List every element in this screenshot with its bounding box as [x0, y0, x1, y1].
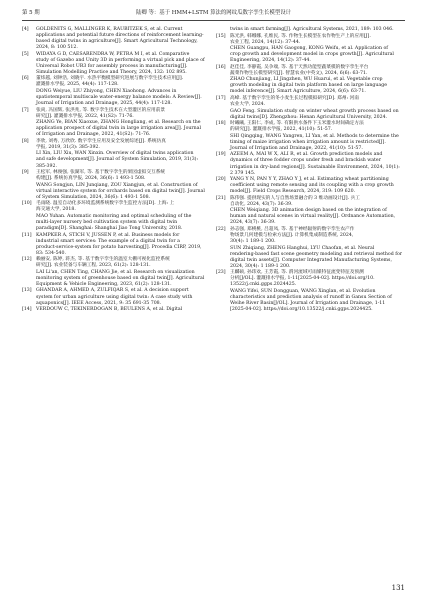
reference-text-line: product-service-system for potato harvesting[J]. Procedia CIRP, 2019, — [36, 244, 202, 250]
reference-text-line: 时曦曦, 王阳仁, 李成, 等. 有限供水条件下玉米灌水时间确定方法 — [230, 121, 364, 127]
reference-text-line: KAMPKER A, STICH V, JUSSEN P, et al. Business models for — [36, 232, 180, 238]
reference-text-line: 陈光洪, 韩娜娜, 孔维民, 等. 作物生长模型在农作物生产上的应用[J]. — [230, 33, 371, 39]
reference-entry — [216, 152, 406, 176]
references-left-column — [22, 27, 212, 314]
reference-text-line: WIDAYA G D, CAESARENDRA W, PETRA M I, et al. Comparative — [36, 51, 190, 57]
reference-number: [22] — [216, 227, 226, 232]
reference-entry — [22, 183, 212, 201]
reference-entry — [22, 120, 212, 138]
reference-text-line: 2024, 8: 100 512. — [36, 45, 78, 51]
reference-number: [21] — [216, 195, 226, 201]
reference-text-line: 2 379 145. — [230, 170, 256, 176]
reference-text-line: Journal of Irrigation and Drainage, 2022, 41(10): 51-57. — [230, 145, 363, 151]
reference-entry — [22, 233, 212, 257]
reference-number: [8] — [22, 138, 29, 144]
reference-text-line: 学报, 2019, 31(3): 385-392. — [36, 144, 100, 150]
reference-entry — [216, 77, 406, 95]
reference-entry — [22, 257, 212, 269]
reference-text-line: 农业工程, 2024, 14(12): 37-44. — [230, 39, 301, 45]
reference-number: [16] — [216, 64, 226, 70]
reference-text-line: digital twins[D]. Zhengzhou: Henan Agricultural University, 2024. — [230, 114, 388, 120]
reference-text-line: 2024, 43(7): 36-39. — [230, 220, 276, 226]
reference-text-line: ZHANG Ye, BIAN Xiaoxue, ZHANG Hongliang, et al. Research on the — [36, 120, 201, 126]
reference-text-line: CHEN Guangpu, HAN Gaogong, KONG Weifu, et al. Application of — [230, 46, 389, 52]
reference-text-line: 高峰. 基于数字孪生的冬小麦生长过程模拟研究[D]. 郑州: 河南 — [230, 96, 359, 102]
reference-text-line: GHANDAR A, AHMED A, ZULFIQAR S, et al. A decision support — [36, 288, 189, 294]
reference-text-line: 385-392. — [36, 163, 57, 169]
reference-number: [15] — [216, 33, 226, 39]
reference-text-line: 孙志强, 郑桃桃, 吕超凤, 等. 基于神经辐射的数字孪生农产作 — [230, 227, 355, 232]
reference-text-line: 陈伟强. 提供现实的人与自然场景融合的 3 维动画设计[J]. 兵工 — [230, 195, 360, 201]
reference-text-line: 王松军, 林俊强, 张湖军, 等. 基于数字孪生的果园虚拟交互系统 — [36, 170, 166, 176]
reference-text-line: irrigation in dry-land regions[J]. Sustainable Environment, 2024, 10(1): — [230, 164, 400, 170]
reference-text-line: CHEN Weiqiang. 3D animation design based on the integration of — [230, 208, 387, 214]
reference-text-line: 物场景几何建模与检索方法[J]. 计算机集成制造系统, 2024, — [230, 233, 354, 239]
reference-entry — [216, 46, 406, 64]
reference-text-line: industrial smart services: The example of a digital twin for a — [36, 238, 180, 244]
reference-entry — [22, 270, 212, 288]
reference-text-line: of Irrigation and Drainage, 2022, 41(S2): 71-76. — [36, 132, 151, 138]
reference-number: [7] — [22, 107, 29, 113]
reference-entry — [216, 96, 406, 108]
reference-text-line: SHI Qingqing, WANG Yangren, LI Yan, et al. Methods to determine the — [230, 133, 399, 139]
reference-text-line: characteristics and prediction analysis of runoff in Gansu Section of — [230, 295, 392, 301]
reference-text-line: aquaponics[J]. IEEE Access, 2021, 9: 35 691-35 708. — [36, 300, 162, 306]
reference-number: [6] — [22, 76, 29, 82]
reference-text-line: 蔬菜作物生长模型研究[J]. 智慧农业(中英文), 2024, 6(6): 63-71. — [230, 70, 368, 76]
reference-text-line: system for urban agriculture using digital twin: A case study with — [36, 294, 193, 300]
reference-text-line: 的研究[J]. 灌溉排水学报, 2022, 41(10): 51-57. — [230, 127, 333, 133]
reference-entry — [216, 27, 406, 33]
reference-text-line: 董炜越, 刘钟浩, 刘晓宇. 水热平衡模型研究进展与数字孪生技术应用[J]. — [36, 76, 184, 82]
reference-text-line: WANG Yifei, SUN Dongguan, WANG Xinglan, et al. Evolution — [230, 288, 376, 294]
reference-text-line: paradigm[D]. Shanghai: Shanghai Jiao Tong University, 2018. — [36, 226, 183, 231]
reference-text-line: MAO Yuhan. Automatic monitoring and optimal scheduling of the — [36, 213, 192, 219]
reference-entry — [22, 76, 212, 88]
reference-text-line: of System Simulation, 2024, 36(6): 1 493-1 508. — [36, 194, 151, 200]
reference-text-line: 研究[J]. 农业装备与车辆工程, 2023, 61(2): 128-131. — [36, 263, 151, 269]
reference-text-line: and safe development[J]. Journal of System Simulation, 2019, 31(3): — [36, 157, 199, 163]
reference-entry — [22, 27, 212, 51]
page-number: 131 — [391, 584, 405, 592]
reference-text-line: YANG Y N, PAN Y Y, ZHAO Y J, et al. Estimating wheat partitioning — [230, 177, 389, 183]
reference-text-line: 王麟硕, 孙玮欢, 王芳霞, 等. 渭河流域可雨媒特征流变特征及预测 — [230, 270, 364, 276]
reference-text-line: 13522/j.cnki.ggps.2024425. — [230, 282, 297, 288]
reference-entry — [216, 227, 406, 245]
reference-text-line: 自动化, 2024, 43(7): 36-39. — [230, 201, 293, 207]
reference-number: [17] — [216, 96, 226, 102]
reference-text-line: [2025-04-02]. https://doi.org/10.13522/j.cnki.ggps.2024425. — [230, 307, 373, 313]
reference-text-line: Universal Robot UR3 for assembly process in manufacturing[J]. — [36, 63, 188, 69]
reference-text-line: 农业大学, 2024. — [230, 102, 266, 108]
reference-text-line: 83: 534-540. — [36, 250, 67, 256]
reference-number: [12] — [22, 257, 32, 263]
reference-entry — [216, 34, 406, 46]
reference-text-line: 构建[J]. 系统仿真学报, 2024, 36(6): 1 493-1 508. — [36, 176, 146, 182]
reference-text-line: human and natural scenes in virtual reality[J]. Ordnance Automation, — [230, 214, 396, 220]
reference-entry — [216, 208, 406, 226]
reference-number: [4] — [22, 27, 29, 32]
reference-text-line: AZEEM A, MAI W X, ALI R, et al. Growth prediction models and — [230, 152, 383, 158]
running-title: 陆卿 等：基于 HMM+LSTM 算法的网纹瓜数字孪生长模型设计 — [136, 10, 291, 16]
reference-text-line: ZHAO Chunjiang, LI Jingzhen, WU Huarui, et al. Vegetable crop — [230, 77, 383, 83]
reference-text-line: SUN Zhiqiang, ZHENG Hanghui, LYU Chaofan, et al. Neural — [230, 245, 375, 251]
reference-number: [14] — [22, 307, 32, 313]
reference-entry — [22, 108, 212, 120]
journal-issue: 第 5 期 — [22, 10, 40, 16]
reference-text-line: Journal of Irrigation and Drainage, 2025, 44(4): 117-128. — [36, 101, 172, 107]
reference-entry — [216, 121, 406, 133]
reference-entry — [216, 246, 406, 270]
reference-number: [13] — [22, 288, 32, 294]
reference-entry — [22, 89, 212, 107]
reference-entry — [22, 307, 212, 313]
reference-text-line: LI Xin, LIU Xiu, WAN Xinxin. Overview of digital twins application — [36, 151, 194, 157]
reference-text-line: coefficient using remote sensing and its coupling with a crop growth — [230, 183, 394, 189]
reference-text-line: 分析[J/OL]. 灌溉排水学报, 1-11[2025-04-02]. https://doi.org/10. — [230, 276, 375, 282]
reference-entry — [22, 52, 212, 76]
reference-text-line: LAI Li'an, CHEN Ting, CHANG Jie, et al. Research on visualization — [36, 269, 195, 275]
reference-text-line: applications and potential future directions of reinforcement learning- — [36, 33, 204, 39]
reference-text-line: Engineering, 2024, 14(12): 37-44. — [230, 58, 311, 64]
reference-text-line: application prospect of digital twin in large irrigation area[J]. Journal — [36, 126, 201, 132]
reference-text-line: timing of maize irrigation when irrigation amount is restricted[J]. — [230, 139, 386, 145]
reference-entry — [22, 201, 212, 213]
reference-text-line: GAO Feng. Simulation study on winter wheat growth process based on — [230, 108, 399, 114]
reference-text-line: 海交通大学, 2018. — [36, 207, 76, 213]
reference-text-line: growth modeling in digital twin platform based on large language — [230, 83, 388, 89]
reference-entry — [22, 151, 212, 169]
reference-text-line: spatiotemporal multiscale water-energy balance models: A Review[J]. — [36, 95, 202, 101]
reference-text-line: rendering-based fast scene geometry modeling and retrieval method for — [230, 251, 403, 257]
reference-entry — [22, 170, 212, 182]
reference-text-line: GOLDENITS G, MALLINGER K, RAUBITZEK S, et al. Current — [36, 27, 183, 32]
reference-text-line: dynamics of three fodder crops under fresh and brackish water — [230, 158, 381, 164]
reference-text-line: 2024, 30(4): 1 189-1 200. — [230, 263, 291, 269]
reference-text-line: monitoring system of greenhouse based on digital twin[J]. Agricultural — [36, 275, 205, 281]
reference-entry — [216, 196, 406, 208]
reference-text-line: study of Gazebo and Unity 3D in performing a virtual pick and place of — [36, 57, 205, 63]
reference-text-line: 灌溉排水学报, 2025, 44(4): 117-128. — [36, 82, 119, 88]
reference-number: [9] — [22, 170, 29, 176]
reference-text-line: multi-layer nursery bed cultivation system with digital twin — [36, 219, 178, 225]
reference-text-line: twins in smart farming[J]. Agricultural Systems, 2021, 189: 103 046. — [230, 27, 394, 32]
reference-number: [20] — [216, 177, 226, 183]
reference-entry — [22, 139, 212, 151]
reference-entry — [216, 134, 406, 152]
reference-entry — [216, 270, 406, 288]
reference-number: [5] — [22, 51, 29, 57]
reference-text-line: WANG Songjun, LIN Junqiang, ZOU Xiangjun, et al. Construction of — [36, 182, 198, 188]
reference-text-line: 毛雨晓. 温室自动化多环境监测系统数字孪生监控方法[D]. 上海: 上 — [36, 201, 175, 207]
reference-text-line: virtual interactive system for orchards based on digital twin[J]. Journal — [36, 188, 205, 194]
reference-number: [10] — [22, 201, 32, 207]
reference-text-line: VERDOUW C, TEKINERDOGAN B, BEULENS A, et al. Digital — [36, 307, 183, 313]
reference-text-line: 赖丽安, 陈婷, 蒋杰, 等. 基于数字孪生的温室大棚可视化监控系统 — [36, 257, 170, 263]
reference-number: [18] — [216, 121, 226, 127]
reference-text-line: Equipment & Vehicle Engineering, 2023, 61(2): 128-131. — [36, 281, 172, 287]
reference-text-line: model[J]. Field Crops Research, 2024, 319: 109 620. — [230, 189, 356, 195]
reference-text-line: crop growth and development model in crops growth[J]. Agricultural — [230, 52, 394, 58]
reference-text-line: based digital twins in agriculture[J]. Smart Agricultural Technology, — [36, 39, 198, 45]
reference-text-line: 研究[J]. 灌溉排水学报, 2022, 41(S2): 71-76. — [36, 113, 134, 119]
reference-entry — [216, 289, 406, 313]
reference-text-line: Weihe River Basin[J/OL]. Journal of Irrigation and Drainage, 1-11 — [230, 301, 386, 307]
reference-number: [19] — [216, 152, 226, 158]
reference-entry — [216, 109, 406, 121]
reference-text-line: 张尚, 冯国辉, 张洪兆, 等. 数字孪生技术在大型灌区的应用前景 — [36, 107, 166, 113]
reference-text-line: Simulation Modelling Practice and Theory, 2024, 132: 102 895. — [36, 69, 187, 75]
reference-text-line: model inference[J]. Smart Agriculture, 2024, 6(6): 63-71. — [230, 89, 366, 95]
reference-text-line: 李欣, 刘秀, 万欣欣. 数字孪生应用及安全发展综述[J]. 系统仿真 — [36, 138, 166, 144]
reference-text-line: DONG Weiyue, LIU Zhiyong, CHEN Xiaohong. Advances in — [36, 88, 177, 94]
reference-text-line: 30(4): 1 189-1 200. — [230, 239, 276, 245]
running-header — [22, 8, 405, 21]
reference-entry — [216, 177, 406, 195]
reference-entry — [216, 65, 406, 77]
reference-entry — [22, 214, 212, 232]
reference-text-line: digital twin assets[J]. Computer Integrated Manufacturing Systems, — [230, 257, 392, 263]
reference-text-line: 赵佳佳, 李静霞, 吴争端, 等. 基于天然功能型蔬菜模的数字孪生平台 — [230, 64, 369, 70]
reference-number: [23] — [216, 270, 226, 276]
reference-number: [11] — [22, 232, 32, 238]
reference-entry — [22, 288, 212, 306]
references-right-column — [216, 27, 406, 314]
